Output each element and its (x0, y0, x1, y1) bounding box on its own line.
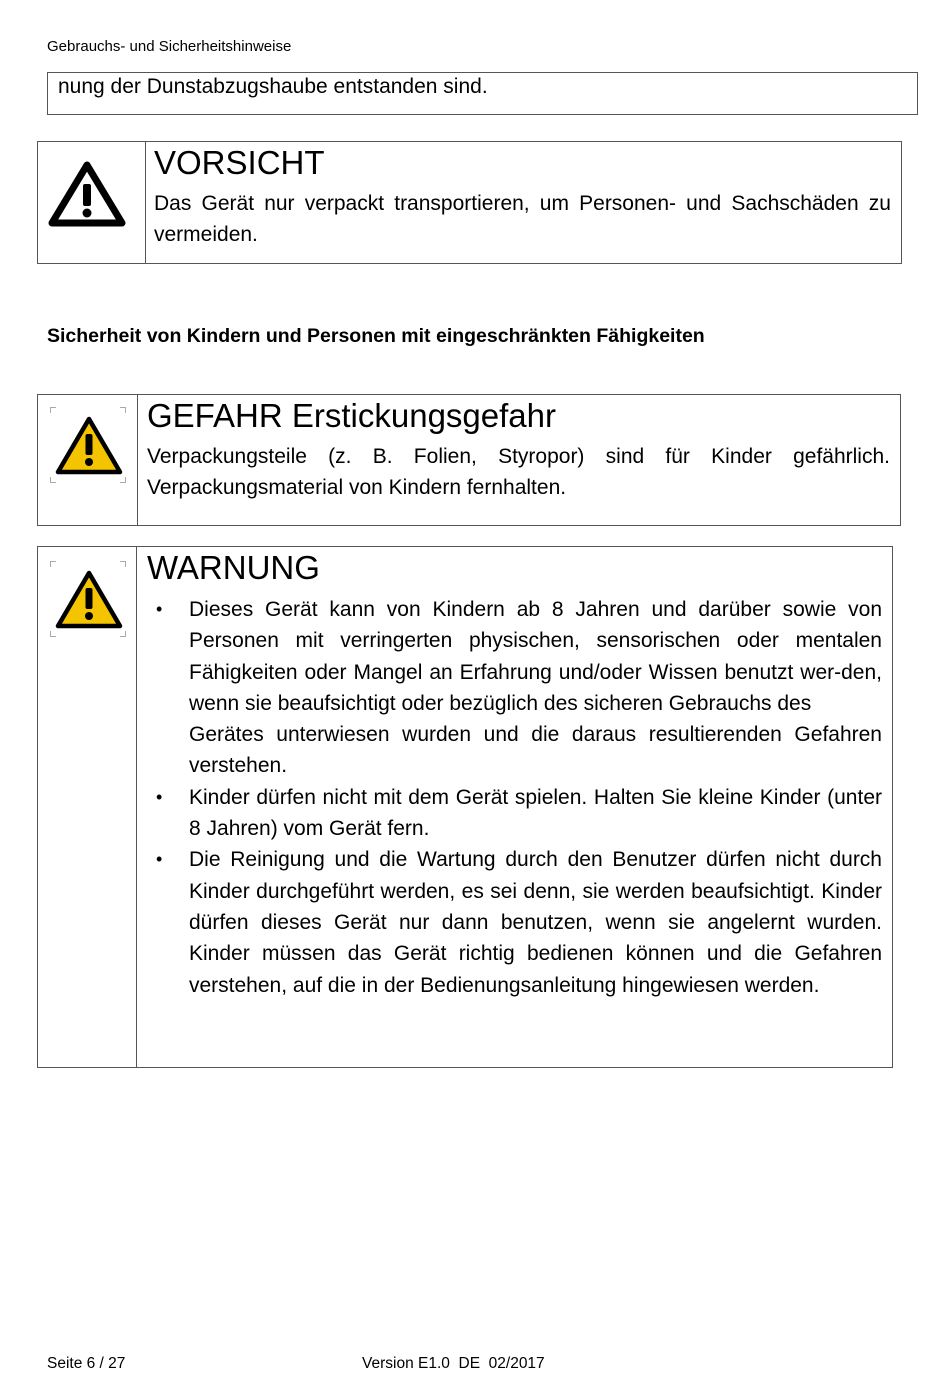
gefahr-box (37, 394, 901, 526)
page-header-title: Gebrauchs- und Sicherheitshinweise (47, 38, 292, 55)
vorsicht-content (146, 142, 901, 263)
bullet-icon: • (156, 786, 163, 807)
warnung-icon-cell (38, 547, 137, 1067)
bullet-text: Kinder dürfen nicht mit dem Gerät spielen. Halten Sie kleine Kinder (unter 8 Jahren) vom Gerät fern. (189, 785, 882, 841)
gefahr-title: GEFAHR Erstickungsgefahr (147, 397, 556, 434)
warning-triangle-yellow-icon (54, 415, 124, 477)
vorsicht-icon-cell (38, 142, 146, 263)
footer-version: Version E1.0 DE 02/2017 (362, 1355, 545, 1372)
warnung-content (137, 547, 892, 1067)
warnung-box (37, 546, 893, 1068)
vorsicht-title: VORSICHT (154, 144, 325, 181)
section-heading: Sicherheit von Kindern und Personen mit eingeschränkten Fähigkeiten (47, 325, 705, 347)
gefahr-text: Verpackungsteile (z. B. Folien, Styropor) sind für Kinder gefährlich. Verpackungsmaterial von Kindern fernhalten. (147, 445, 890, 499)
list-item (147, 844, 882, 1000)
warning-triangle-yellow-icon (54, 569, 124, 631)
warnung-bullet-list (147, 594, 882, 1001)
bullet-text: Die Reinigung und die Wartung durch den Benutzer dürfen nicht durch Kinder durchgeführt werden, es sei denn, sie werden beaufsichtigt. Kinder dürfen dieses Gerät nur dann benutzen, wenn sie angelernt wurden. Kinder müssen das Gerät richtig bedienen können und die Gefahren verstehen, auf die in der Bedienungsanleitung hingewiesen werden. (189, 848, 882, 997)
list-item (147, 594, 882, 782)
footer-page-number: Seite 6 / 27 (47, 1355, 126, 1372)
warning-triangle-outline-icon (48, 160, 126, 228)
bullet-icon: • (156, 599, 163, 619)
warnung-title: WARNUNG (147, 549, 320, 586)
bullet-text: Dieses Gerät kann von Kindern ab 8 Jahren und darüber sowie von Personen mit verringerten physischen, sensorischen oder mentalen Fähigkeiten oder Mangel an Erfahrung und/oder Wissen benutzt wer-den, wenn sie beaufsichtigt oder bezüglich des sicheren Gebrauchs des (189, 598, 882, 715)
gefahr-icon-cell (38, 395, 138, 525)
continuation-box (47, 72, 918, 115)
vorsicht-text: Das Gerät nur verpackt transportieren, um Personen- und Sachschäden zu vermeiden. (154, 192, 891, 246)
list-item (147, 782, 882, 845)
bullet-text-continued: Gerätes unterwiesen wurden und die daraus resultierenden Gefahren verstehen. (189, 723, 882, 778)
bullet-icon: • (156, 849, 163, 870)
continuation-text: nung der Dunstabzugshaube entstanden sind. (58, 75, 488, 98)
vorsicht-box (37, 141, 902, 264)
gefahr-content (138, 395, 900, 525)
